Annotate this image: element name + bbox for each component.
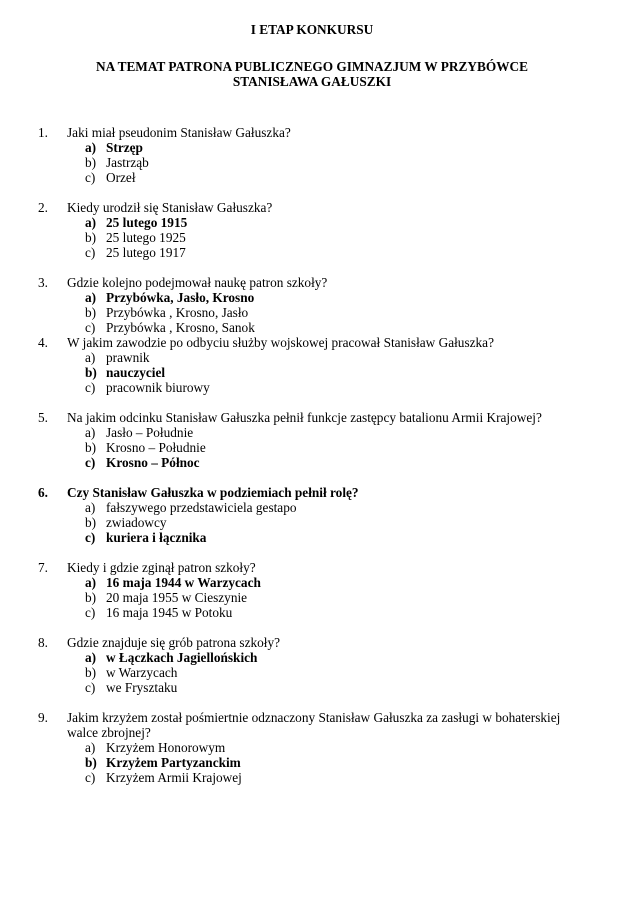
answer-letter: c) xyxy=(85,455,96,470)
answer-letter: b) xyxy=(85,230,97,245)
answer-option xyxy=(38,245,586,260)
answer-option-correct xyxy=(38,530,586,545)
answer-option-correct xyxy=(38,755,586,770)
answer-text: Strzęp xyxy=(106,140,143,155)
question-number: 9. xyxy=(38,710,48,725)
answer-letter: a) xyxy=(85,500,96,515)
question-text: Gdzie kolejno podejmował naukę patron szkoły? xyxy=(67,275,328,290)
answer-option xyxy=(38,515,586,530)
answer-letter: a) xyxy=(85,650,97,665)
answer-letter: a) xyxy=(85,575,97,590)
question-text: Gdzie znajduje się grób patrona szkoły? xyxy=(67,635,281,650)
question-line xyxy=(38,275,586,290)
answer-text: 16 maja 1945 w Potoku xyxy=(106,605,233,620)
answer-list xyxy=(38,575,586,620)
answer-option-correct xyxy=(38,455,586,470)
answer-option xyxy=(38,500,586,515)
question-line xyxy=(38,485,586,500)
answer-option-correct xyxy=(38,290,586,305)
answer-text: we Frysztaku xyxy=(106,680,178,695)
answer-text: 25 lutego 1915 xyxy=(106,215,188,230)
answer-text: 25 lutego 1917 xyxy=(106,245,186,260)
answer-text: prawnik xyxy=(106,350,150,365)
answer-letter: b) xyxy=(85,665,97,680)
question-number: 7. xyxy=(38,560,48,575)
question-item xyxy=(38,635,586,695)
answer-list xyxy=(38,650,586,695)
question-number: 5. xyxy=(38,410,48,425)
question-number: 2. xyxy=(38,200,48,215)
question-text: Kiedy urodził się Stanisław Gałuszka? xyxy=(67,200,273,215)
answer-letter: c) xyxy=(85,770,96,785)
answer-letter: a) xyxy=(85,290,97,305)
question-text: Jaki miał pseudonim Stanisław Gałuszka? xyxy=(67,125,291,140)
question-line xyxy=(38,635,586,650)
answer-letter: c) xyxy=(85,320,96,335)
question-item xyxy=(38,275,586,335)
answer-list xyxy=(38,350,586,395)
answer-option xyxy=(38,380,586,395)
answer-text: 20 maja 1955 w Cieszynie xyxy=(106,590,248,605)
answer-letter: c) xyxy=(85,530,96,545)
question-line xyxy=(38,710,586,740)
page-subtitle xyxy=(38,59,586,89)
subtitle-line-2: STANISŁAWA GAŁUSZKI xyxy=(232,74,392,89)
answer-option xyxy=(38,230,586,245)
answer-option xyxy=(38,155,586,170)
question-text: W jakim zawodzie po odbyciu służby wojskowej pracował Stanisław Gałuszka? xyxy=(67,335,494,350)
question-line xyxy=(38,335,586,350)
answer-text: Przybówka, Jasło, Krosno xyxy=(106,290,255,305)
answer-option xyxy=(38,170,586,185)
answer-letter: a) xyxy=(85,140,97,155)
answer-letter: c) xyxy=(85,605,96,620)
question-line xyxy=(38,560,586,575)
answer-letter: b) xyxy=(85,365,97,380)
answer-list xyxy=(38,140,586,185)
answer-text: Krosno – Południe xyxy=(106,440,206,455)
question-item xyxy=(38,125,586,185)
answer-letter: a) xyxy=(85,740,96,755)
question-number: 3. xyxy=(38,275,48,290)
answer-option-correct xyxy=(38,650,586,665)
question-item xyxy=(38,335,586,395)
answer-text: Przybówka , Krosno, Jasło xyxy=(106,305,249,320)
answer-letter: c) xyxy=(85,245,96,260)
answer-text: Przybówka , Krosno, Sanok xyxy=(106,320,255,335)
question-number: 1. xyxy=(38,125,48,140)
question-number: 4. xyxy=(38,335,48,350)
answer-option-correct xyxy=(38,365,586,380)
answer-text: 16 maja 1944 w Warzycach xyxy=(106,575,261,590)
answer-option xyxy=(38,305,586,320)
answer-text: w Łączkach Jagiellońskich xyxy=(106,650,258,665)
page-title: I ETAP KONKURSU xyxy=(250,22,374,37)
answer-letter: c) xyxy=(85,170,96,185)
answer-option xyxy=(38,590,586,605)
answer-list xyxy=(38,425,586,470)
answer-letter: b) xyxy=(85,755,97,770)
answer-text: nauczyciel xyxy=(106,365,166,380)
answer-option-correct xyxy=(38,140,586,155)
question-number: 6. xyxy=(38,485,48,500)
answer-text: w Warzycach xyxy=(106,665,178,680)
subtitle-line-1: NA TEMAT PATRONA PUBLICZNEGO GIMNAZJUM W PRZYBÓWCE xyxy=(96,59,528,74)
answer-option xyxy=(38,740,586,755)
answer-letter: b) xyxy=(85,515,97,530)
question-item xyxy=(38,485,586,545)
answer-list xyxy=(38,740,586,785)
answer-option-correct xyxy=(38,575,586,590)
answer-option xyxy=(38,350,586,365)
question-number: 8. xyxy=(38,635,48,650)
answer-letter: b) xyxy=(85,440,97,455)
question-line xyxy=(38,410,586,425)
answer-list xyxy=(38,500,586,545)
question-item xyxy=(38,710,586,785)
answer-text: zwiadowcy xyxy=(106,515,167,530)
answer-option-correct xyxy=(38,215,586,230)
answer-option xyxy=(38,770,586,785)
answer-text: Krzyżem Partyzanckim xyxy=(106,755,241,770)
answer-text: Krosno – Północ xyxy=(106,455,200,470)
answer-letter: b) xyxy=(85,590,97,605)
answer-option xyxy=(38,665,586,680)
answer-text: 25 lutego 1925 xyxy=(106,230,186,245)
answer-text: kuriera i łącznika xyxy=(106,530,207,545)
question-line xyxy=(38,125,586,140)
answer-letter: a) xyxy=(85,215,97,230)
answer-option xyxy=(38,680,586,695)
answer-letter: b) xyxy=(85,155,97,170)
answer-text: Krzyżem Honorowym xyxy=(106,740,226,755)
question-text: Kiedy i gdzie zginął patron szkoły? xyxy=(67,560,256,575)
answer-text: Orzeł xyxy=(106,170,136,185)
question-text: Czy Stanisław Gałuszka w podziemiach pełnił rolę? xyxy=(67,485,359,500)
answer-option xyxy=(38,605,586,620)
answer-list xyxy=(38,215,586,260)
answer-option xyxy=(38,440,586,455)
answer-letter: c) xyxy=(85,680,96,695)
answer-text: Krzyżem Armii Krajowej xyxy=(106,770,242,785)
answer-text: Jastrząb xyxy=(106,155,149,170)
answer-letter: a) xyxy=(85,350,96,365)
answer-option xyxy=(38,320,586,335)
answer-list xyxy=(38,290,586,335)
answer-text: pracownik biurowy xyxy=(106,380,210,395)
answer-text: fałszywego przedstawiciela gestapo xyxy=(106,500,297,515)
question-item xyxy=(38,410,586,470)
answer-letter: c) xyxy=(85,380,96,395)
question-line xyxy=(38,200,586,215)
question-item xyxy=(38,560,586,620)
answer-text: Jasło – Południe xyxy=(106,425,194,440)
question-text: Jakim krzyżem został pośmiertnie odznaczony Stanisław Gałuszka za zasługi w bohaterskiej walce zbrojnej? xyxy=(67,710,561,740)
answer-option xyxy=(38,425,586,440)
question-list xyxy=(38,125,586,785)
question-item xyxy=(38,200,586,260)
answer-letter: b) xyxy=(85,305,97,320)
question-text: Na jakim odcinku Stanisław Gałuszka pełnił funkcje zastępcy batalionu Armii Krajowej? xyxy=(67,410,542,425)
answer-letter: a) xyxy=(85,425,96,440)
